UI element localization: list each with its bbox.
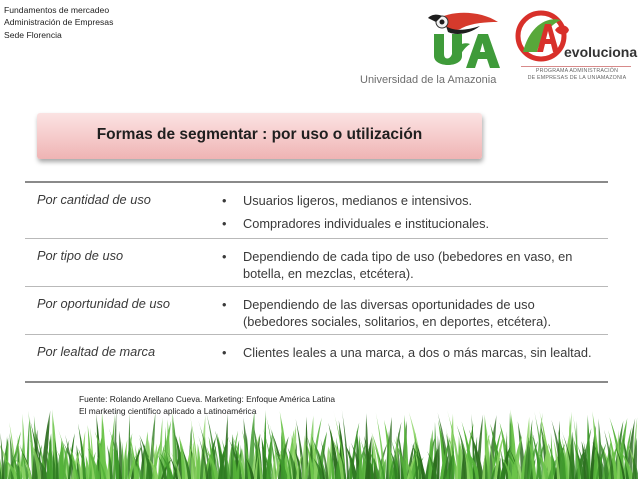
source-reference (79, 393, 335, 418)
row-bullets (218, 248, 598, 282)
table-row (25, 287, 608, 335)
bullet-icon: • (222, 216, 227, 231)
course-name: Fundamentos de mercadeo (4, 5, 110, 15)
source-line1: Fuente: Rolando Arellano Cueva. Marketing: Enfoque América Latina (79, 394, 336, 404)
program-caption-line2: DE EMPRESAS DE LA UNIAMAZONIA (527, 75, 627, 81)
row-label: Por cantidad de uso (37, 192, 151, 207)
segmentation-table (25, 181, 608, 383)
bullet-icon: • (222, 249, 227, 264)
logo-divider (521, 66, 631, 67)
row-label: Por lealtad de marca (37, 344, 156, 359)
row-bullets (218, 296, 598, 330)
row-label: Por tipo de uso (37, 248, 124, 263)
bullet-text: Clientes leales a una marca, a dos o más marcas, sin lealtad. (243, 345, 592, 360)
university-caption: Universidad de la Amazonia (360, 74, 497, 86)
bullet-text: Dependiendo de cada tipo de uso (bebedores en vaso, en botella, en mezclas, etcétera). (243, 249, 573, 281)
toucan-logo-icon (358, 8, 508, 74)
bullet-text: Compradores individuales e institucionales. (243, 216, 490, 231)
campus-name: Sede Florencia (4, 29, 62, 40)
bullet-text: Dependiendo de las diversas oportunidades de uso (bebedores sociales, solitarios, en deportes, etcétera). (243, 297, 552, 329)
program-caption-line1: PROGRAMA ADMINISTRACIÓN (535, 68, 619, 74)
slide-title: Formas de segmentar : por uso o utilización (96, 126, 423, 143)
bullet-item (218, 248, 598, 282)
grass-blade (458, 436, 461, 479)
bullet-text: Usuarios ligeros, medianos e intensivos. (243, 193, 473, 208)
slide-title-band (37, 113, 482, 159)
row-bullets (218, 344, 598, 361)
bullet-icon: • (222, 297, 227, 312)
evoluciona-wordmark: evoluciona (564, 44, 638, 60)
program-name: Administración de Empresas (4, 17, 114, 28)
program-logo (515, 8, 638, 88)
table-row (25, 335, 608, 381)
university-logo (358, 8, 508, 88)
table-row (25, 239, 608, 287)
row-label: Por oportunidad de uso (37, 296, 171, 311)
bullet-item (218, 215, 598, 232)
bullet-icon: • (222, 345, 227, 360)
table-row (25, 183, 608, 239)
course-header (4, 4, 113, 41)
grass-blade (437, 435, 439, 479)
source-line2: El marketing científico aplicado a Latinoamérica (79, 406, 257, 417)
bullet-item (218, 296, 598, 330)
bullet-item (218, 344, 598, 361)
bullet-icon: • (222, 193, 227, 208)
row-bullets (218, 192, 598, 232)
bullet-item (218, 192, 598, 209)
